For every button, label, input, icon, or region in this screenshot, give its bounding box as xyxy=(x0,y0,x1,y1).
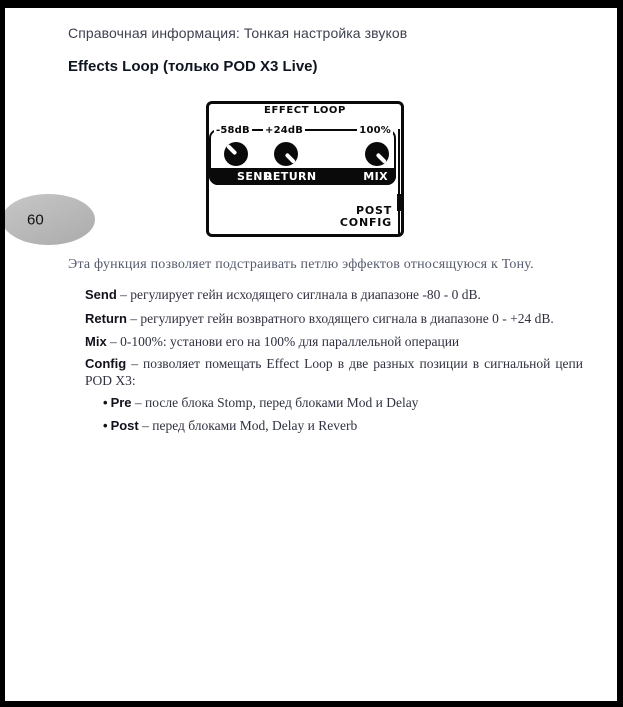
lcd-scrollbar-track xyxy=(398,129,400,234)
knob-label-return: RETURN xyxy=(264,170,317,183)
param-desc: – 0-100%: установи его на 100% для параллельной операции xyxy=(110,334,460,349)
param-term: Mix xyxy=(85,334,107,349)
bullet-term: Pre xyxy=(110,395,132,410)
intro-paragraph: Эта функция позволяет подстраивать петлю эффектов относящуюся к Тону. xyxy=(68,257,534,272)
param-mix xyxy=(85,333,601,350)
config-selection-line1: POST xyxy=(355,204,392,217)
param-term: Return xyxy=(85,311,127,326)
knob-label-bar xyxy=(209,168,396,185)
knob-pointer xyxy=(226,144,237,155)
param-term: Send xyxy=(85,287,117,302)
bullet-marker: • xyxy=(103,395,108,410)
param-term: Config xyxy=(85,356,127,371)
page-title: Effects Loop (только POD X3 Live) xyxy=(68,58,318,75)
param-config xyxy=(85,355,583,389)
lcd-screen-title: EFFECT LOOP xyxy=(264,105,346,116)
param-return xyxy=(85,310,601,327)
bullet-post xyxy=(103,418,583,434)
page-number: 60 xyxy=(27,211,44,228)
knob-value-return: +24dB xyxy=(265,124,304,136)
config-selection xyxy=(340,205,392,229)
knob-label-mix: MIX xyxy=(363,170,388,183)
return-knob-icon xyxy=(274,142,298,166)
bullet-marker: • xyxy=(103,418,108,433)
knob-value-send: -58dB xyxy=(216,124,250,136)
page-number-tab xyxy=(2,194,95,245)
knob-pointer xyxy=(376,153,387,164)
lcd-screen-diagram xyxy=(206,101,404,237)
lcd-knob-panel xyxy=(209,124,396,185)
config-selection-line2: CONFIG xyxy=(339,216,392,229)
param-desc: – позволяет помещать Effect Loop в две разных позиции в сигнальной цепи POD X3: xyxy=(85,356,584,388)
bullet-term: Post xyxy=(110,418,139,433)
param-desc: – регулирует гейн возвратного входящего сигнала в диапазоне 0 - +24 dB. xyxy=(130,311,554,326)
bullet-desc: – после блока Stomp, перед блоками Mod и Delay xyxy=(134,395,419,410)
lcd-scrollbar-thumb xyxy=(397,194,402,211)
param-send xyxy=(85,286,601,303)
send-knob-icon xyxy=(224,142,248,166)
mix-knob-icon xyxy=(365,142,389,166)
bullet-desc: – перед блоками Mod, Delay и Reverb xyxy=(142,418,358,433)
knob-value-mix: 100% xyxy=(359,124,391,136)
knob-label-send: SEND xyxy=(237,170,273,183)
knob-pointer xyxy=(285,153,296,164)
bullet-pre xyxy=(103,395,583,411)
param-desc: – регулирует гейн исходящего сиглнала в диапазоне -80 - 0 dB. xyxy=(120,287,481,302)
breadcrumb: Справочная информация: Тонкая настройка звуков xyxy=(68,25,408,41)
